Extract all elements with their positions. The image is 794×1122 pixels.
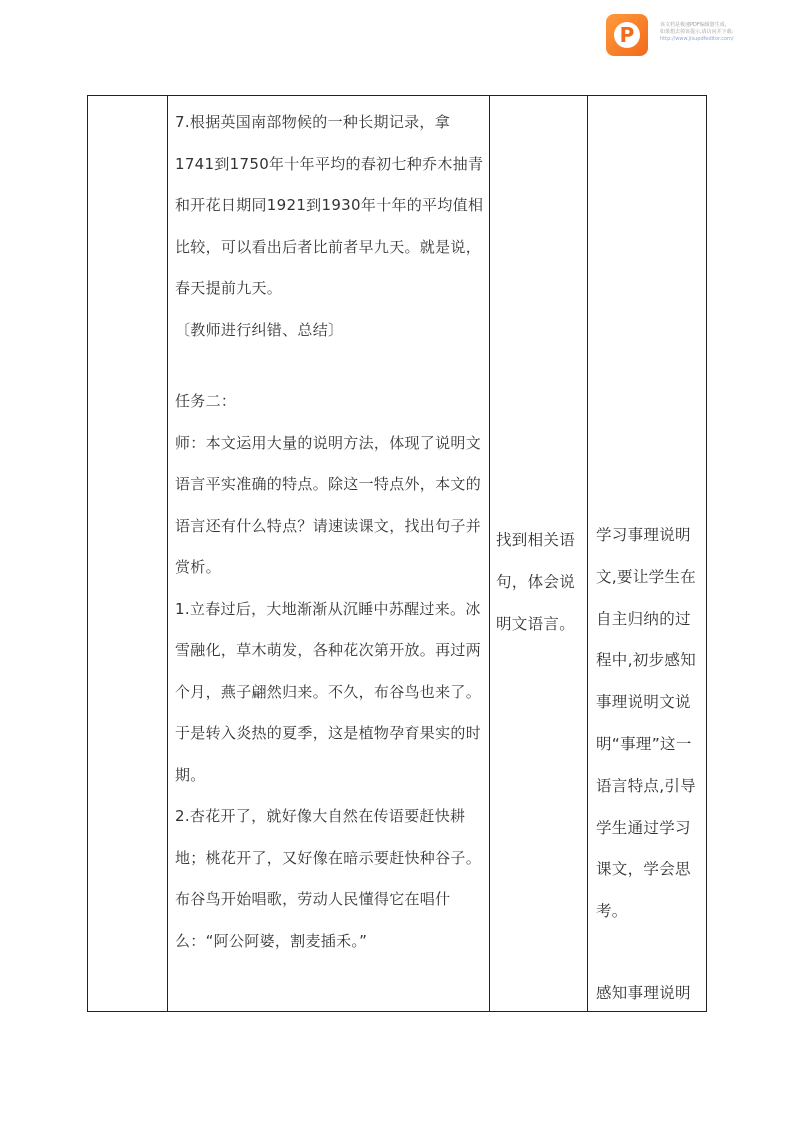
watermark-url: http://www.jisupdfeditor.com/ xyxy=(660,36,734,42)
paragraph: 1.立春过后，大地渐渐从沉睡中苏醒过来。冰雪融化，草木萌发，各种花次第开放。再过两个月，燕子翩然归来。不久，布谷鸟也来了。于是转入炎热的夏季，这是植物孕育果实的时期。 xyxy=(175,599,482,784)
column-divider xyxy=(489,96,490,1011)
logo-circle xyxy=(614,22,640,48)
design-intent-cell xyxy=(596,515,704,1015)
design-intent-text: 感知事理说明 xyxy=(596,983,691,1002)
teaching-content-cell xyxy=(175,102,487,962)
column-divider xyxy=(587,96,588,1011)
paragraph: 2.杏花开了，就好像大自然在传语要赶快耕地；桃花开了，又好像在暗示要赶快种谷子。布谷鸟开始唱歌，劳动人民懂得它在唱什么：“阿公阿婆，割麦插禾。” xyxy=(175,807,482,950)
column-divider xyxy=(167,96,168,1011)
logo-letter: P xyxy=(619,23,635,47)
paragraph: 师：本文运用大量的说明方法，体现了说明文语言平实准确的特点。除这一特点外，本文的语言还有什么特点？请速读课文，找出句子并赏析。 xyxy=(175,433,482,576)
paragraph: 〔教师进行纠错、总结〕 xyxy=(175,320,344,339)
paragraph: 7.根据英国南部物候的一种长期记录，拿1741到1750年十年平均的春初七种乔木抽青和开花日期同1921到1930年十年的平均值相比较，可以看出后者比前者早九天。就是说，春天提前九天。 xyxy=(175,113,484,297)
student-activity-cell: 找到相关语句，体会说明文语言。 xyxy=(496,531,576,633)
watermark-line: 如果想去掉该提示,请访问并下载: xyxy=(660,29,734,35)
design-intent-text: 学习事理说明文,要让学生在自主归纳的过程中,初步感知事理说明文说明“事理”这一语言特点,引导学生通过学习课文，学会思考。 xyxy=(596,526,697,921)
watermark-line: 该文档是极速PDF编辑器生成, xyxy=(660,22,727,28)
paragraph: 任务二： xyxy=(175,392,237,410)
paragraph-gap xyxy=(175,351,487,381)
pdf-editor-logo xyxy=(606,14,648,56)
lesson-table xyxy=(87,95,707,1012)
paragraph-gap xyxy=(596,933,704,973)
watermark-notice xyxy=(660,22,790,43)
